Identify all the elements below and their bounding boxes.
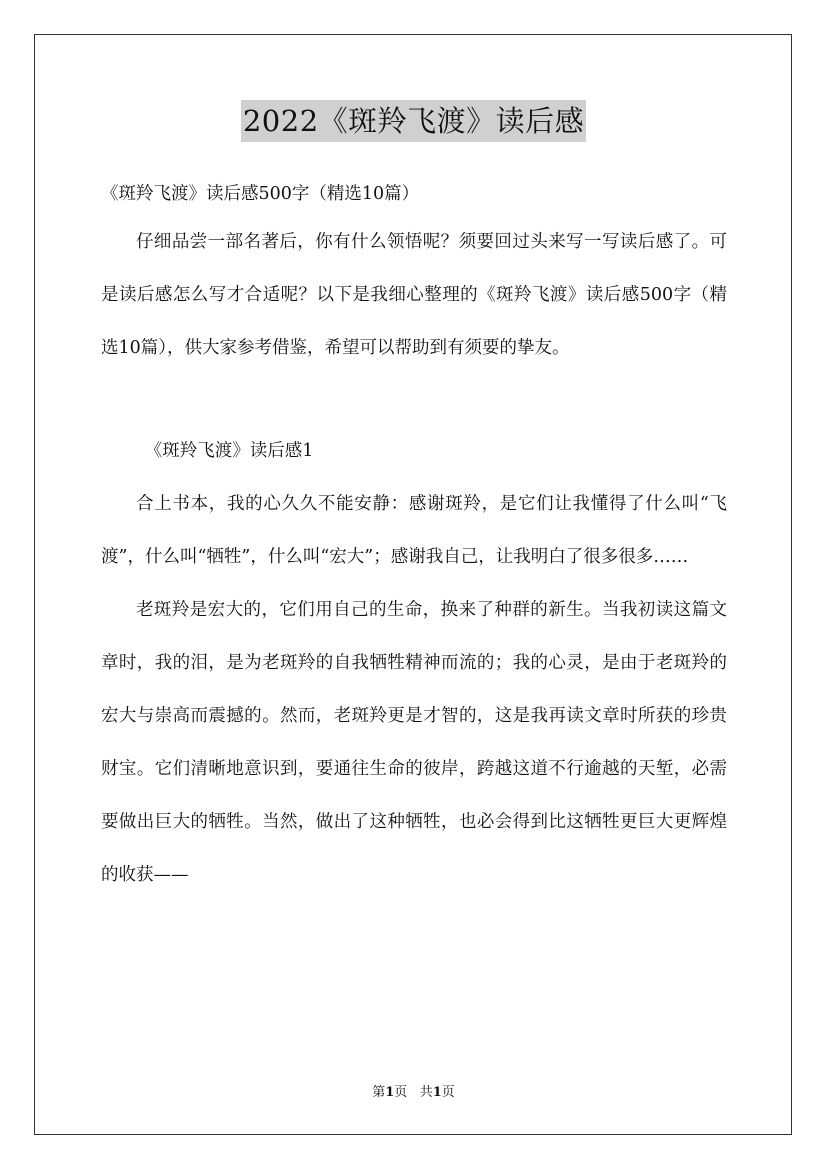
page-label-prefix: 第 [372,1085,386,1100]
body-paragraph: 合上书本，我的心久久不能安静：感谢斑羚，是它们让我懂得了什么叫“飞渡”，什么叫“牺牲”，什么叫“宏大”；感谢我自己，让我明白了很多很多…… [101,494,727,567]
page-label-suffix: 页 [394,1085,408,1100]
paragraph-gap [101,375,727,425]
document-body [101,172,727,902]
total-pages: 1 [432,1085,442,1100]
page-footer [0,1084,827,1102]
title-container [0,100,827,142]
section-heading: 《斑羚飞渡》读后感1 [144,441,314,461]
page-number: 1 [385,1085,395,1100]
document-title: 2022《斑羚飞渡》读后感 [241,100,586,142]
document-subtitle: 《斑羚飞渡》读后感500字（精选10篇） [101,184,420,204]
total-label-suffix: 页 [441,1085,455,1100]
total-label-prefix: 共 [419,1085,433,1100]
body-paragraph: 老斑羚是宏大的，它们用自己的生命，换来了种群的新生。当我初读这篇文章时，我的泪，是为老斑羚的自我牺牲精神而流的；我的心灵，是由于老斑羚的宏大与崇高而震撼的。然而，老斑羚更是才智的，这是我再读文章时所获的珍贵财宝。它们清晰地意识到，要通往生命的彼岸，跨越这道不行逾越的天堑，必需要做出巨大的牺牲。当然，做出了这种牺牲，也必会得到比这牺牲更巨大更辉煌的收获—— [101,600,727,885]
intro-paragraph: 仔细品尝一部名著后，你有什么领悟呢？须要回过头来写一写读后感了。可是读后感怎么写才合适呢？以下是我细心整理的《斑羚飞渡》读后感500字（精选10篇），供大家参考借鉴，希望可以帮助到有须要的挚友。 [101,232,727,358]
